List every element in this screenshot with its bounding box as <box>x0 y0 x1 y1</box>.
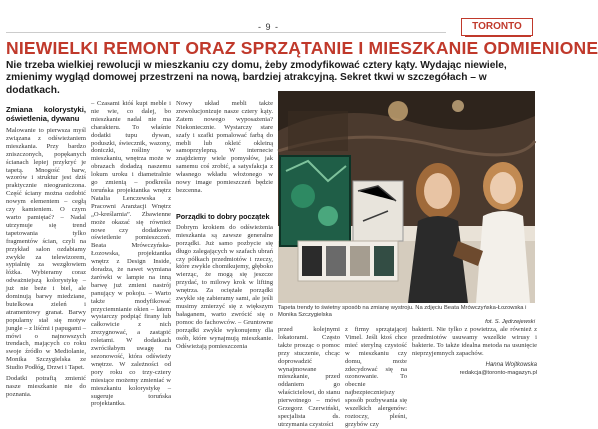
photo-credit: fot. S. Jędrzejewski <box>485 319 535 325</box>
brand-underline <box>465 35 531 37</box>
article-column-2 <box>91 100 171 410</box>
article-column-5 <box>345 326 407 428</box>
top-rule <box>6 32 446 33</box>
section-heading-cleaning: Porządki to dobry początek <box>176 212 270 221</box>
article-column-3-continued <box>176 210 273 410</box>
paragraph: Malowanie to pierwsza myśl związana z odświeżaniem mieszkania. Przy bardzo zniszczonych, popękanych ścianach lepiej przykryć je tapetą. Mnogość barw, wzorów i struktur jest dziś praktycznie nieograniczona. Część ściany można ozdobić nowym elementem – cegłą czy kamieniem. O czym warto pamiętać? – Nadal utrzymuje się trend tapetowania tylko fragmentów ścian, czyli na przykład salon ozdabiamy zwykle za telewizorem, sypialnię za wezgłowiem łóżka. Wybieramy coraz odważniejszą kolorystykę – już nie beże i biel, ale dominują barwy miedziane, butelkowa zieleń i atramentowy granat. Barwy popularny stał się motyw jungle – z liśćmi i papugami – mówi o najnowszych trendach, mających co roku swoje źródło w Mediolanie, Monika Szczygielska ze Studio Podłóg, Drzwi i Tapet. <box>6 127 86 372</box>
brand-logo: TORONTO <box>461 18 533 36</box>
paragraph: Dobrym krokiem do odświeżenia mieszkania są zawsze generalne porządki. Już samo pozbycie się długo zalegających w szafach ubrań czy półkach przedmiotów i rzeczy, które zwykle chomikujemy, głęboko wierząc, że mogą się jeszcze przydać, to milowy krok w lifting wnętrza. Za ociężałe porządki zwykle się zabieramy sami, ale jeśli musimy zmierzyć się z większym bałaganem, warto zwrócić się o pomoc do fachowców. – Gruntowne porządki zwykle wykonujemy dla osób, które wynajmują mieszkanie. Odświeżają pomieszczenia <box>176 223 273 350</box>
paragraph: – Czasami któś kupi meble i nie wie, co dalej, bo mieszkanie nadal nie ma charakteru. To właśnie dodatki tupu dywan, poduszki, świecznik, wazony, doniczki, rośliny w mieszkaniu, wnętrza może w obrazach dodadzą naszemu lokum uroku i diametralnie go zmienią – podkreśla toruńska projektantka wnętrz Natalia Lenczewska z Pracowni Aranżacji Wnętrz „O-kreślarnia”. Zbawienne może okazać się również nowe czy dodatkowe oświetlenie pomieszczeń. Beata Mrówczyńska-Łozowska, projektantka wnętrz z Design Inside, doradza, że nawet wymiana żarówki w lampie na inną barwę już zmieni nastrój panujący w pokoju. – Warto także modyfikować przyciemnianie okien – latem wystarczy podpiąć firany lub całkowicie z nich zrezygnować, a zastąpić roletami. W dodatkach zwróciłabym uwagę na sezonowość, która odświeży wnętrze. W zależności od pory roku co trzy-cztery miesiące możemy zmieniać w mieszkaniu kolorystykę – sugeruje toruńska projektantka. <box>91 100 171 408</box>
lead-paragraph: Nie trzeba wielkiej rewolucji w mieszkaniu czy domu, żeby zmodyfikować cztery kąty. Wydając niewiele, zmienimy wygląd domowej przestrzeni na nową, bardziej atrakcyjną. Sekret tkwi w szczegółach – w dodatkach. <box>6 60 507 96</box>
paragraph: Dodatki potrafią zmienić nasze mieszkanie nie do poznania. <box>6 375 86 398</box>
photo-caption <box>278 305 535 326</box>
author-email[interactable]: redakcja@toronto-magazyn.pl <box>459 369 537 376</box>
paragraph: Nowy układ mebli także zrewolucjonizuje nasze cztery kąty. Zatem nowego wyposażenia? Niekoniecznie. Wystarczy stare szafy i szafki pomalować farbą do mebli lub okleić okleiną samoprzylepną. W internecie znajdziemy wiele pomysłów, jak samemu coś zrobić, a satysfakcja z własnego wkładu włożonego w nowy image pomieszczeń będzie bezcenna. <box>176 100 273 194</box>
article-photo <box>278 91 535 303</box>
paragraph: z firmy sprzątającej Vimel. Jeśli ktoś chce mieć sterylną czystość w mieszkaniu czy domu, może zdecydować się na ozonowanie. To obecnie najbezpieczniejszy sposób pozbywania się wszelkich alergenów: roztoczy, pleśni, grzybów czy <box>345 326 407 428</box>
page-number: - 9 - <box>258 22 280 32</box>
section-heading-colors: Zmiana kolorystyki, oświetlenia, dywanu <box>6 105 86 123</box>
photo-illustration <box>278 91 535 303</box>
article-column-6 <box>412 326 537 410</box>
article-column-1 <box>6 105 86 410</box>
article-column-4 <box>278 326 340 428</box>
paragraph: bakterii. Nie tylko z powietrza, ale również z przedmiotów usuwamy wszelkie wirusy i bakterie. To także idealna metoda na usunięcie nieprzyjemnych zapachów. <box>412 326 537 357</box>
author-name: Hanna Wojtkowska <box>485 361 537 368</box>
caption-text: Tapeta trendy to świetny sposób na zmianę wystroju. Na zdjęciu Beata Mrówczyńska-Łozowska i Monika Szczygielska <box>278 305 527 318</box>
article-column-3 <box>176 100 273 212</box>
headline: NIEWIELKI REMONT ORAZ SPRZĄTANIE I MIESZKANIE ODMIENIONE <box>6 38 598 58</box>
paragraph: przed kolejnymi lokatorami. Często także prosząc o pomoc przy stuczenie, chcąc doprowadzić wynajmowane mieszkanie, przed oddaniem go właścicielowi, do stanu pierwotnego – mówi Grzegorz Czerwiński, specjalista ds. utrzymania czystości <box>278 326 340 428</box>
